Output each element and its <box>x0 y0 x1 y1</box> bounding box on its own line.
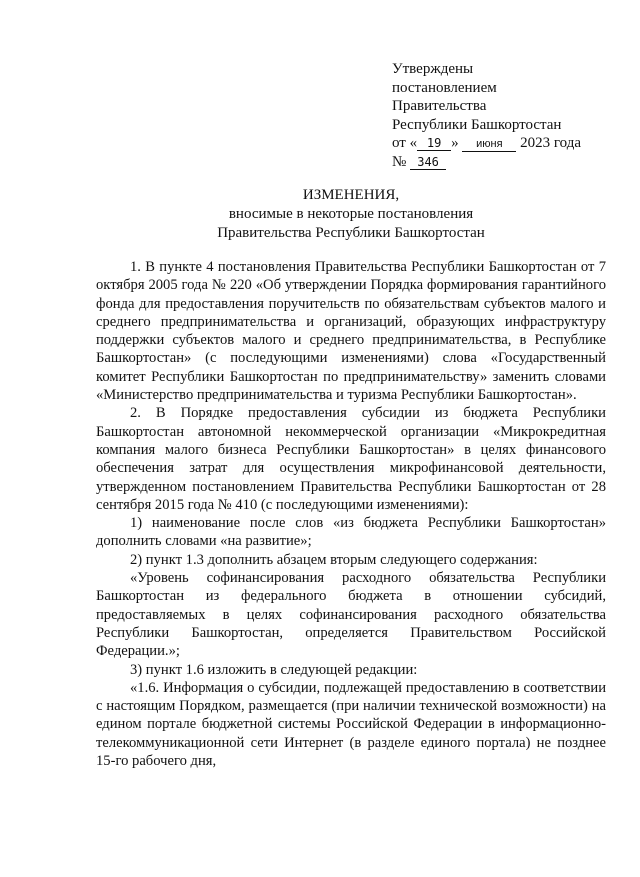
paragraph: «1.6. Информация о субсидии, подлежащей предоставлению в соответствии с настоящим Порядком, размещается (при наличии технической возможности) на едином портале бюджетной системы Российской Федерации в информационно-телекоммуникационной сети Интернет (в разделе единого портала) не позднее 15-го рабочего дня, <box>96 679 606 770</box>
document-subtitle: Правительства Республики Башкортостан <box>217 225 485 241</box>
document-title-block <box>96 186 606 243</box>
document-body <box>96 258 606 770</box>
paragraph: 2) пункт 1.3 дополнить абзацем вторым следующего содержания: <box>130 551 538 568</box>
paragraph: 3) пункт 1.6 изложить в следующей редакции: <box>130 661 418 678</box>
paragraph: 1. В пункте 4 постановления Правительства Республики Башкортостан от 7 октября 2005 года № 220 «Об утверждении Порядка формирования гарантийного фонда для предоставления поручительств по обязательствам субъектов малого и среднего предпринимательства и организаций, образующих инфраструктуру поддержки субъектов малого и среднего предпринимательства, в Республике Башкортостан» (с последующими изменениями) слова «Государственный комитет Республики Башкортостан по предпринимательству» заменить словами «Министерство предпринимательства и туризма Республики Башкортостан». <box>96 259 606 404</box>
date-day: 19 <box>417 137 451 151</box>
approval-line: Правительства <box>392 98 487 114</box>
approval-stamp-block <box>392 60 622 171</box>
approval-line: постановлением <box>392 79 497 96</box>
date-prefix: от « <box>392 135 418 151</box>
date-suffix: 2023 года <box>520 135 581 151</box>
number-value: 346 <box>410 156 446 170</box>
document-heading: ИЗМЕНЕНИЯ, <box>302 187 400 203</box>
approval-line: Республики Башкортостан <box>392 116 562 133</box>
paragraph: 1) наименование после слов «из бюджета Республики Башкортостан» дополнить словами «на развитие»; <box>96 515 606 550</box>
date-month: июня <box>462 138 516 152</box>
approval-date-line <box>392 134 622 153</box>
date-mid: » <box>451 135 459 151</box>
approval-line: Утверждены <box>392 61 474 77</box>
paragraph: 2. В Порядке предоставления субсидии из бюджета Республики Башкортостан автономной некоммерческой организации «Микрокредитная компания малого бизнеса Республики Башкортостан» в целях финансового обеспечения затрат для осуществления микрофинансовой деятельности, утвержденном постановлением Правительства Республики Башкортостан от 28 сентября 2015 года № 410 (с последующими изменениями): <box>96 405 606 513</box>
document-subtitle: вносимые в некоторые постановления <box>228 206 474 222</box>
approval-number-line <box>392 153 622 172</box>
number-prefix: № <box>392 153 407 170</box>
paragraph: «Уровень софинансирования расходного обязательства Республики Башкортостан из федерального бюджета в отношении субсидий, предоставляемых в целях софинансирования расходного обязательства Республики Башкортостан, определяется Правительством Российской Федерации.»; <box>96 570 606 660</box>
